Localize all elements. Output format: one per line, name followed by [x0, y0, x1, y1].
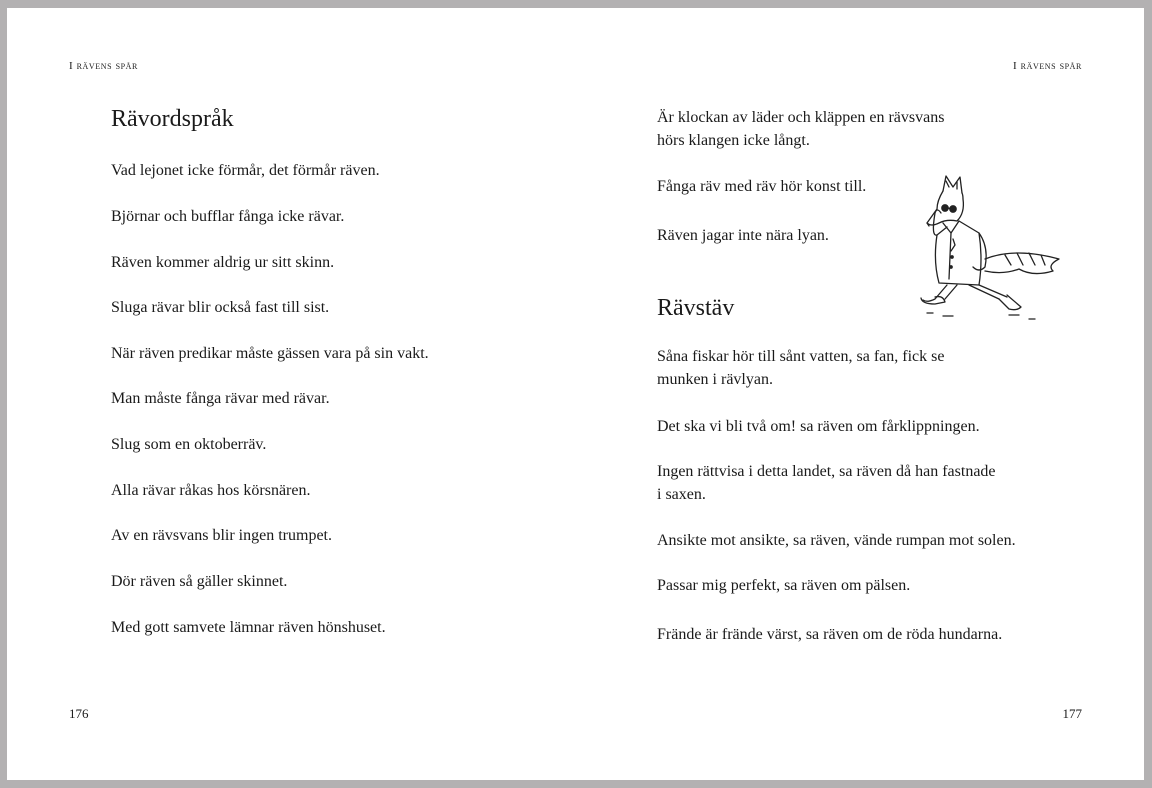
proverb-line: Vad lejonet icke förmår, det förmår räven. [111, 162, 380, 179]
running-head-left: I rävens spår [69, 60, 138, 72]
saying-line: Det ska vi bli två om! sa räven om fårklippningen. [657, 418, 980, 435]
page-number-right: 177 [1062, 706, 1082, 721]
proverb-line: Alla rävar råkas hos körsnären. [111, 482, 311, 499]
book-spread [7, 8, 1144, 780]
proverb-line: Av en rävsvans blir ingen trumpet. [111, 527, 332, 544]
proverb-line: Med gott samvete lämnar räven hönshuset. [111, 619, 386, 636]
proverb-line: Räven kommer aldrig ur sitt skinn. [111, 254, 335, 271]
fox-illustration [913, 173, 1063, 323]
proverb-line: Dör räven så gäller skinnet. [111, 573, 288, 590]
proverb-line: När räven predikar måste gässen vara på sin vakt. [111, 345, 429, 362]
proverb-line: Är klockan av läder och kläppen en rävsvans hörs klangen icke långt. [657, 109, 945, 149]
saying-line: Ansikte mot ansikte, sa räven, vände rumpan mot solen. [657, 532, 1016, 549]
running-head-right: I rävens spår [1013, 60, 1082, 72]
proverb-line: Slug som en oktoberräv. [111, 436, 267, 453]
page-number-left: 176 [69, 706, 89, 721]
saying-line: Passar mig perfekt, sa räven om pälsen. [657, 577, 911, 594]
proverb-line: Sluga rävar blir också fast till sist. [111, 299, 330, 316]
saying-line: Frände är frände värst, sa räven om de röda hundarna. [657, 626, 1003, 643]
saying-line: Ingen rättvisa i detta landet, sa räven då han fastnade i saxen. [657, 463, 996, 503]
proverb-line: Fånga räv med räv hör konst till. [657, 178, 867, 195]
proverb-line: Räven jagar inte nära lyan. [657, 227, 829, 244]
saying-line: Såna fiskar hör till sånt vatten, sa fan, fick se munken i rävlyan. [657, 348, 945, 388]
heading-ravordsprak: Rävordspråk [111, 106, 234, 132]
heading-ravstav: Rävstäv [657, 295, 735, 321]
proverb-line: Björnar och bufflar fånga icke rävar. [111, 208, 345, 225]
proverb-line: Man måste fånga rävar med rävar. [111, 390, 330, 407]
